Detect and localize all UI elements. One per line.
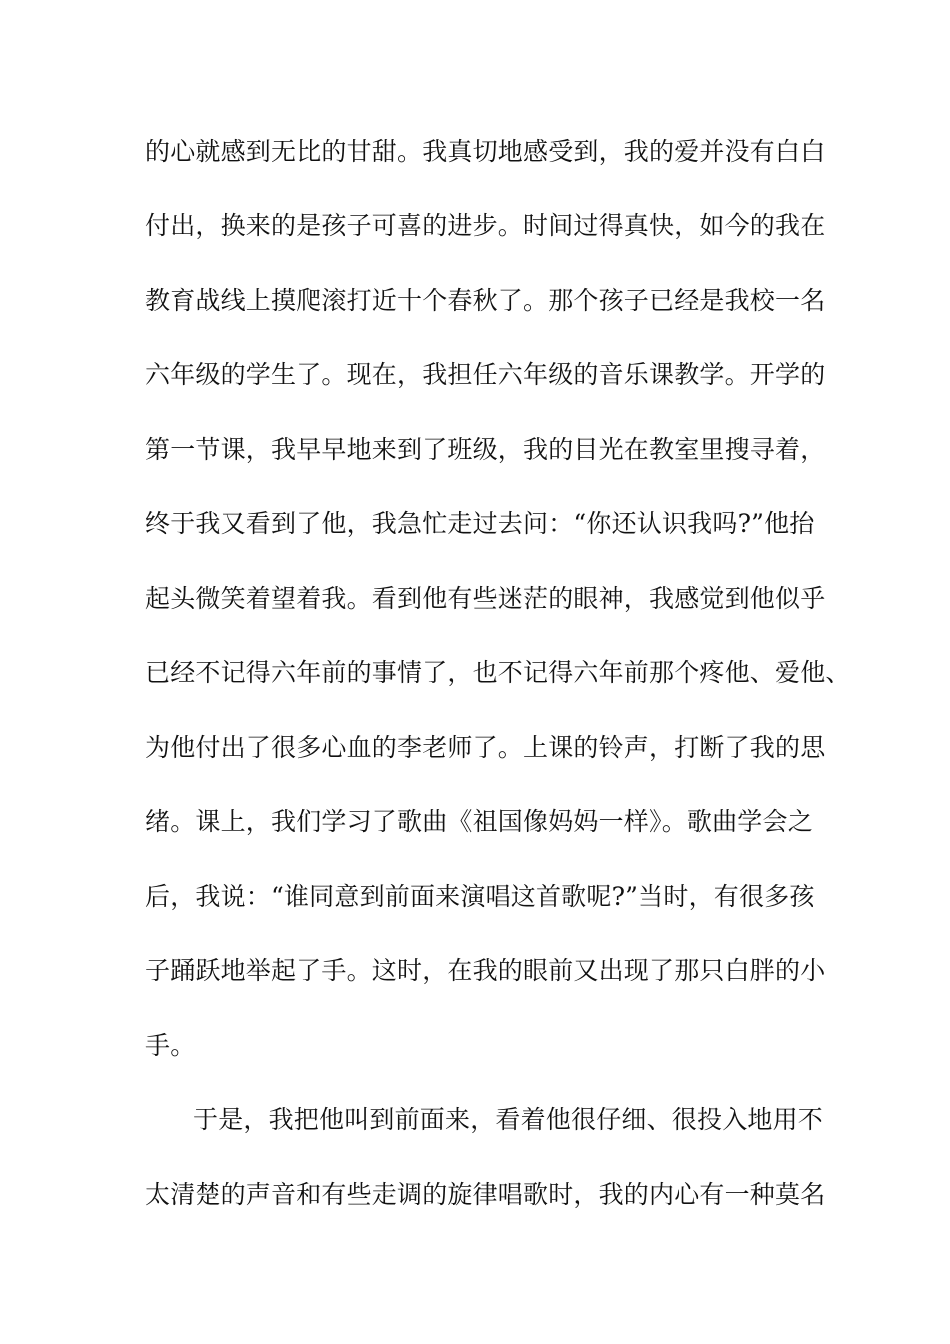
text-line: 付出，换来的是孩子可喜的进步。时间过得真快，如今的我在	[145, 211, 826, 240]
text-line: 太清楚的声音和有些走调的旋律唱歌时，我的内心有一种莫名	[145, 1180, 826, 1209]
text-line: 绪。课上，我们学习了歌曲《祖国像妈妈一样》。歌曲学会之	[145, 807, 813, 836]
text-line: 为他付出了很多心血的李老师了。上课的铃声，打断了我的思	[145, 733, 826, 762]
text-line: 手。	[145, 1031, 196, 1060]
paragraph-first-line: 于是，我把他叫到前面来，看着他很仔细、很投入地用不	[193, 1105, 824, 1134]
text-line: 教育战线上摸爬滚打近十个春秋了。那个孩子已经是我校一名	[145, 286, 826, 315]
text-line: 的心就感到无比的甘甜。我真切地感受到，我的爱并没有白白	[145, 137, 826, 166]
text-line: 子踊跃地举起了手。这时，在我的眼前又出现了那只白胖的小	[145, 956, 826, 985]
text-line: 终于我又看到了他，我急忙走过去问：“你还认识我吗?”他抬	[145, 509, 815, 538]
text-line: 起头微笑着望着我。看到他有些迷茫的眼神，我感觉到他似乎	[145, 584, 826, 613]
text-line: 已经不记得六年前的事情了，也不记得六年前那个疼他、爱他、	[145, 658, 851, 687]
text-line: 后，我说：“谁同意到前面来演唱这首歌呢?”当时，有很多孩	[145, 882, 815, 911]
text-line: 六年级的学生了。现在，我担任六年级的音乐课教学。开学的	[145, 360, 826, 389]
text-line: 第一节课，我早早地来到了班级，我的目光在教室里搜寻着，	[145, 435, 826, 464]
